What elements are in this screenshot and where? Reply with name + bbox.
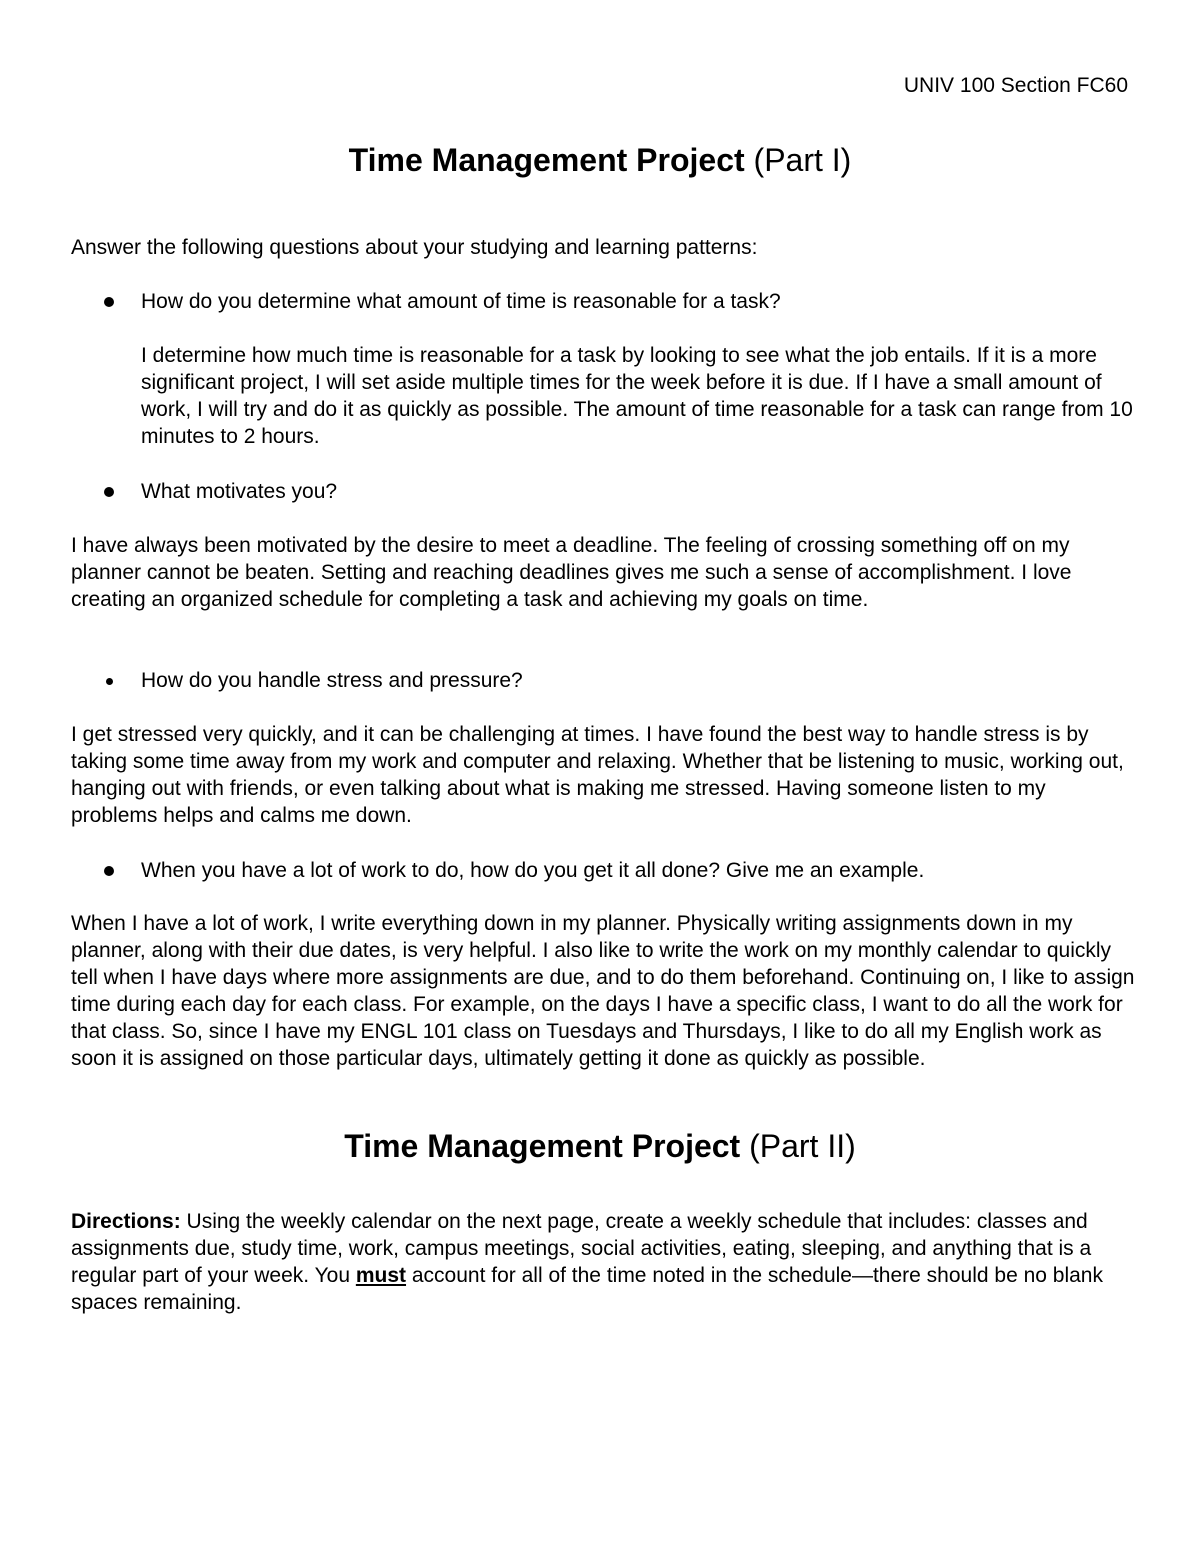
answer-2: I have always been motivated by the desire to meet a deadline. The feeling of crossing something off on my planner cannot be beaten. Setting and reaching deadlines gives me such a sense of accomplishment. I love creating an organized schedule for completing a task and achieving my goals on time. (71, 534, 1072, 611)
bullet-icon (104, 297, 114, 307)
question-4: When you have a lot of work to do, how do you get it all done? Give me an example. (141, 859, 925, 882)
part1-title (0, 140, 1200, 180)
answer-4: When I have a lot of work, I write everything down in my planner. Physically writing assignments down in my planner, along with their due dates, is very helpful. I also like to write the work on my monthly calendar to quickly tell when I have days where more assignments are due, and to do them beforehand. Continuing on, I like to assign time during each day for each class. For example, on the days I have a specific class, I want to do all the work for that class. So, since I have my ENGL 101 class on Tuesdays and Thursdays, I like to do all my English work as soon it is assigned on those particular days, ultimately getting it done as quickly as possible. (71, 912, 1135, 1070)
directions-emphasis: must (355, 1264, 407, 1287)
directions-label: Directions: (71, 1210, 181, 1233)
part2-directions (71, 1208, 1136, 1316)
part2-title-suffix: (Part II) (740, 1128, 856, 1164)
part2-title (0, 1126, 1200, 1166)
directions-text-end: account for all of the time noted in the schedule—there should be no blank spaces remaining. (71, 1264, 1103, 1314)
answer-3: I get stressed very quickly, and it can be challenging at times. I have found the best way to handle stress is by taking some time away from my work and computer and relaxing. Whether that be listening to music, working out, hanging out with friends, or even talking about what is making me stressed. Having someone listen to my problems helps and calms me down. (71, 723, 1124, 827)
part1-title-bold: Time Management Project (348, 142, 745, 178)
part1-title-suffix: (Part I) (744, 142, 852, 178)
question-2: What motivates you? (141, 480, 338, 503)
part1-intro: Answer the following questions about your studying and learning patterns: (71, 236, 758, 259)
course-header: UNIV 100 Section FC60 (903, 74, 1128, 97)
question-3: How do you handle stress and pressure? (141, 669, 523, 692)
bullet-icon (104, 487, 114, 497)
answer-1: I determine how much time is reasonable for a task by looking to see what the job entails. If it is a more significant project, I will set aside multiple times for the week before it is due. If I have a small amount of work, I will try and do it as quickly as possible. The amount of time reasonable for a task can range from 10 minutes to 2 hours. (141, 344, 1133, 448)
bullet-icon (106, 678, 113, 685)
bullet-icon (104, 866, 114, 876)
question-1: How do you determine what amount of time is reasonable for a task? (141, 290, 781, 313)
part2-title-bold: Time Management Project (344, 1128, 741, 1164)
directions-text-start: Using the weekly calendar on the next page, create a weekly schedule that includes: classes and assignments due, study time, work, campus meetings, social activities, eating, sleeping, and anything that is a regular part of your week. You (71, 1210, 1092, 1287)
